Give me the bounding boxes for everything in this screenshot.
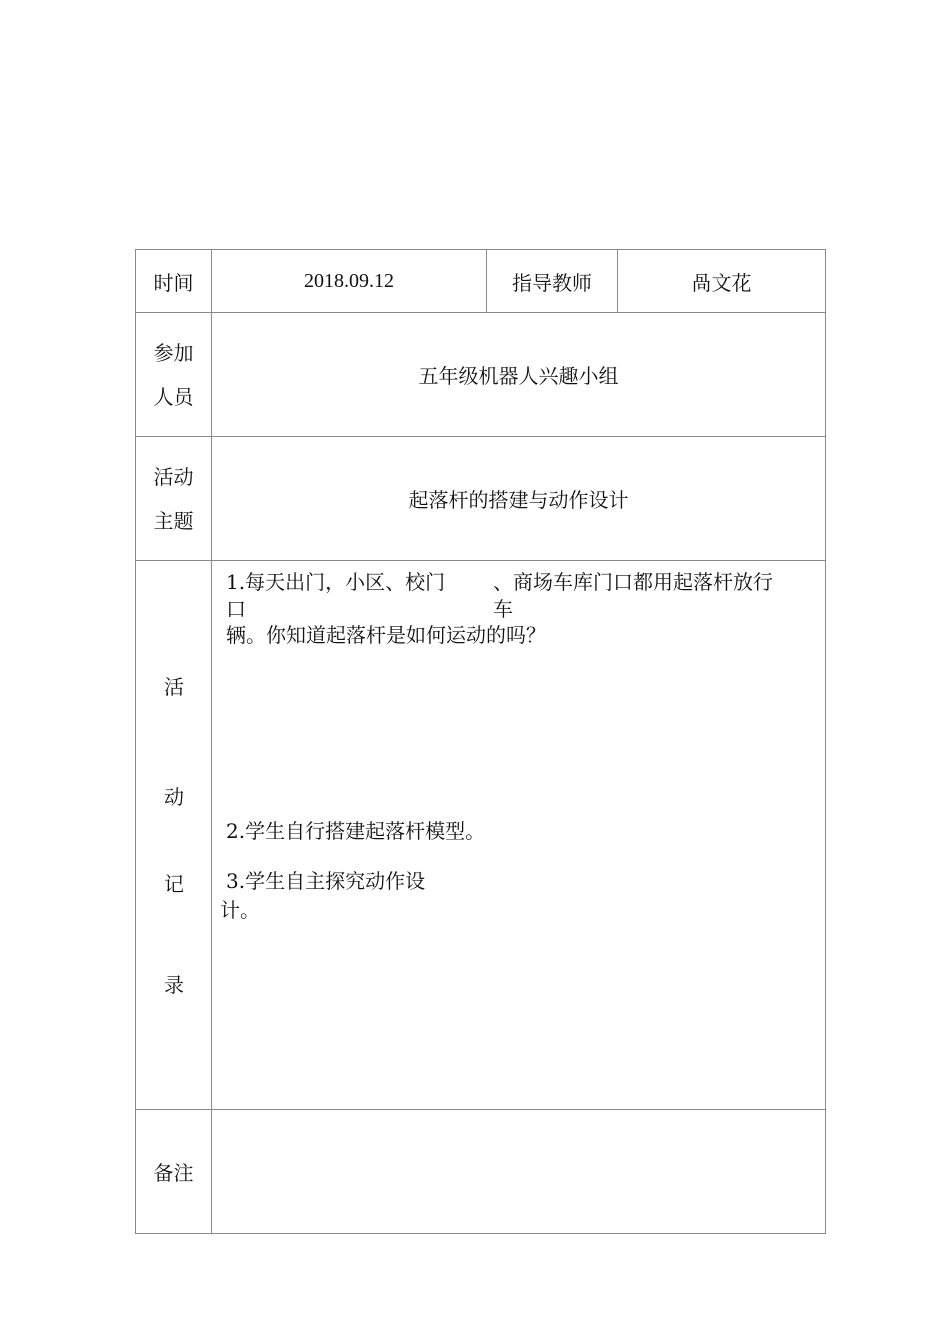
record-row xyxy=(136,561,825,1110)
record-item1-part1: 1.每天出门，小区、校门 xyxy=(226,570,446,594)
record-label-char-3: 记 xyxy=(164,872,184,896)
activity-record-table xyxy=(135,249,826,1234)
notes-label: 备注 xyxy=(136,1110,212,1233)
record-item3-line2: 计。 xyxy=(220,898,260,922)
record-item1-part2: 、商场车库门口都用起落杆放行 xyxy=(493,570,773,594)
record-item1-overflow-1: 口 xyxy=(226,597,246,621)
participants-label xyxy=(136,313,212,436)
theme-label xyxy=(136,437,212,560)
participants-label-line1: 参加 xyxy=(153,340,194,365)
record-label-char-2: 动 xyxy=(164,785,184,809)
teacher-label: 指导教师 xyxy=(487,250,618,312)
record-item1-line2: 辆。你知道起落杆是如何运动的吗？ xyxy=(226,623,546,647)
time-label: 时间 xyxy=(136,250,212,312)
record-item1-overflow-2: 车 xyxy=(493,597,513,621)
theme-label-line1: 活动 xyxy=(153,464,194,489)
notes-row xyxy=(136,1110,825,1233)
record-item3-line1: 3.学生自主探究动作设 xyxy=(226,869,426,893)
date-value: 2018.09.12 xyxy=(212,250,487,312)
notes-value xyxy=(212,1110,825,1233)
record-content xyxy=(212,561,825,1109)
record-label-char-4: 录 xyxy=(164,973,184,997)
time-row xyxy=(136,250,825,313)
record-label xyxy=(136,561,212,1109)
record-item2: 2.学生自行搭建起落杆模型。 xyxy=(226,819,486,843)
teacher-name: 咼文花 xyxy=(691,270,752,295)
theme-row xyxy=(136,437,825,561)
participants-label-line2: 人员 xyxy=(153,384,194,409)
participants-row xyxy=(136,313,825,437)
theme-label-line2: 主题 xyxy=(153,508,194,533)
theme-value: 起落杆的搭建与动作设计 xyxy=(408,488,629,512)
participants-value: 五年级机器人兴趣小组 xyxy=(418,364,619,388)
record-label-char-1: 活 xyxy=(164,675,184,699)
